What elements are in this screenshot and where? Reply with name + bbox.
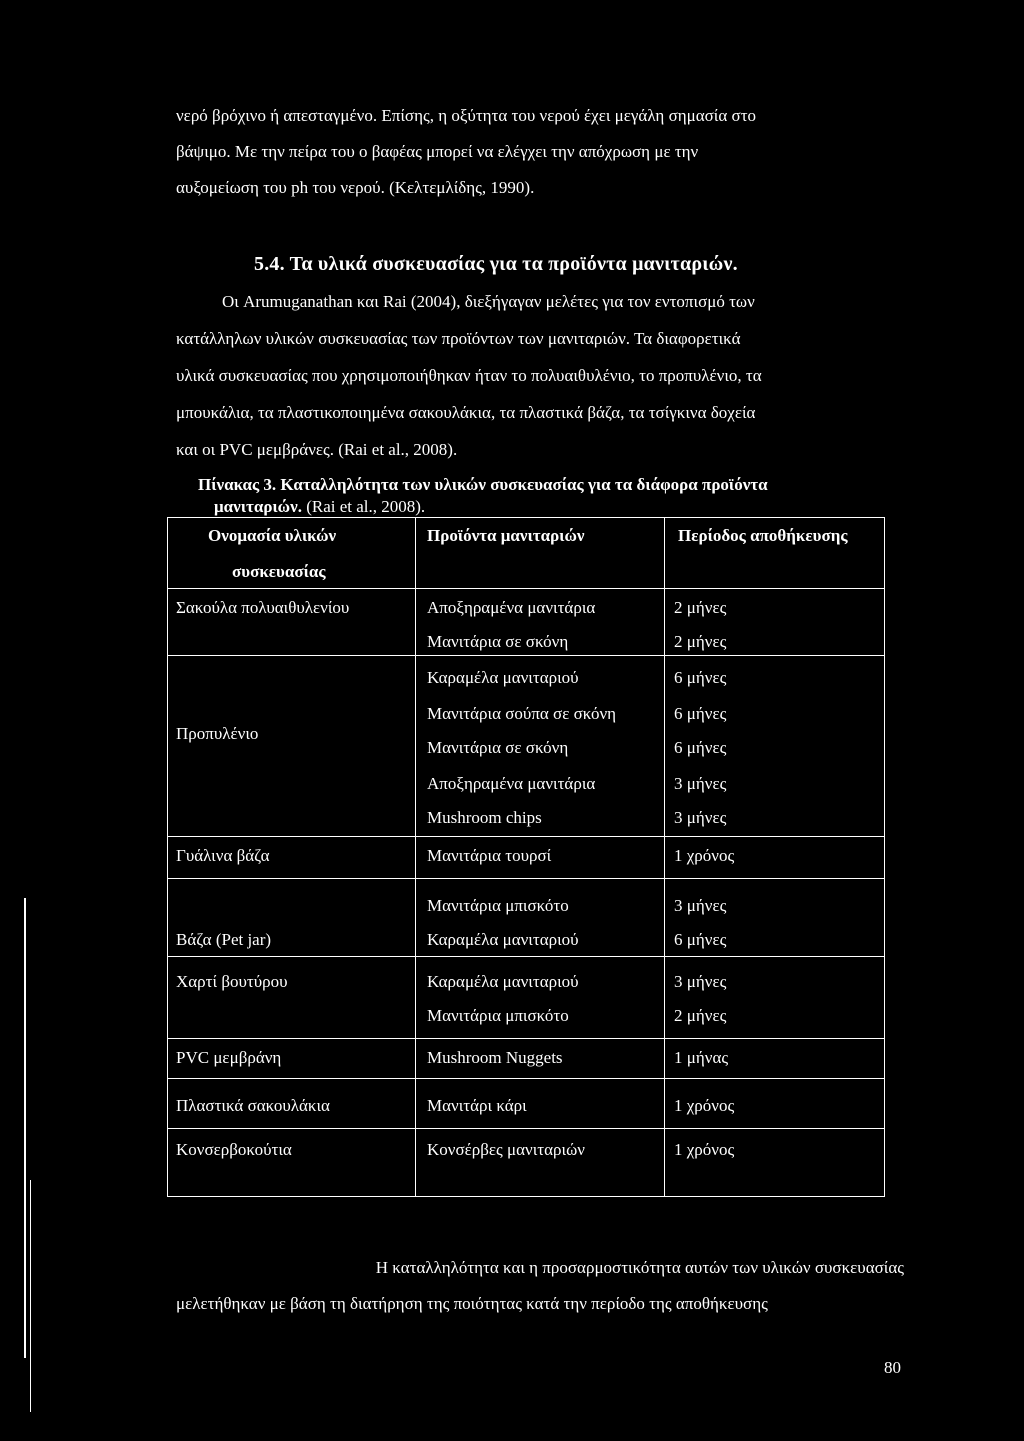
header-period: Περίοδος αποθήκευσης — [678, 526, 848, 545]
row-divider — [168, 956, 884, 957]
period-cell: 3 μήνες — [674, 896, 727, 915]
row-divider — [168, 1128, 884, 1129]
material-cell: Χαρτί βουτύρου — [176, 972, 288, 991]
period-cell: 1 χρόνος — [674, 1096, 735, 1115]
table-caption — [198, 474, 898, 518]
caption-line-2 — [198, 496, 898, 518]
product-cell: Μανιτάρια σε σκόνη — [427, 632, 569, 651]
period-cell: 3 μήνες — [674, 774, 727, 793]
section-heading: 5.4. Τα υλικά συσκευασίας για τα προϊόντα μανιταριών. — [254, 253, 738, 275]
product-cell: Μανιτάρι κάρι — [427, 1096, 527, 1115]
period-cell: 6 μήνες — [674, 704, 727, 723]
product-cell: Καραμέλα μανιταριού — [427, 930, 579, 949]
period-cell: 3 μήνες — [674, 972, 727, 991]
header-product: Προϊόντα μανιταριών — [427, 526, 585, 545]
product-cell: Μανιτάρια μπισκότο — [427, 896, 569, 915]
body-line: και οι PVC μεμβράνες. (Rai et al., 2008). — [176, 440, 458, 459]
product-cell: Αποξηραμένα μανιτάρια — [427, 598, 596, 617]
intro-paragraph — [176, 98, 902, 206]
product-cell: Μανιτάρια σε σκόνη — [427, 738, 569, 757]
intro-line: αυξομείωση του ph του νερού. (Κελτεμλίδης, 1990). — [176, 178, 535, 197]
intro-line: βάψιμο. Με την πείρα του ο βαφέας μπορεί να ελέγχει την απόχρωση με την — [176, 142, 699, 161]
product-cell: Καραμέλα μανιταριού — [427, 668, 579, 687]
period-cell: 6 μήνες — [674, 930, 727, 949]
row-divider — [168, 878, 884, 879]
caption-line-1: Πίνακας 3. Καταλληλότητα των υλικών συσκευασίας για τα διάφορα προϊόντα — [198, 475, 768, 494]
closing-line: Η καταλληλότητα και η προσαρμοστικότητα αυτών των υλικών συσκευασίας — [375, 1258, 904, 1277]
material-cell: Βάζα (Pet jar) — [176, 930, 272, 949]
product-cell: Mushroom chips — [427, 808, 542, 827]
row-divider — [168, 588, 884, 589]
packaging-table — [167, 517, 885, 1197]
column-divider — [415, 518, 416, 1196]
column-divider — [664, 518, 665, 1196]
body-line: υλικά συσκευασίας που χρησιμοποιήθηκαν ήταν το πολυαιθυλένιο, το προπυλένιο, τα — [176, 366, 762, 385]
product-cell: Μανιτάρια σούπα σε σκόνη — [427, 704, 617, 723]
page-number: 80 — [884, 1358, 901, 1377]
product-cell: Αποξηραμένα μανιτάρια — [427, 774, 596, 793]
material-cell: Σακούλα πολυαιθυλενίου — [176, 598, 350, 617]
product-cell: Κονσέρβες μανιταριών — [427, 1140, 585, 1159]
body-paragraph — [176, 283, 902, 468]
material-cell: Προπυλένιο — [176, 724, 259, 743]
closing-line: μελετήθηκαν με βάση τη διατήρηση της ποιότητας κατά την περίοδο της αποθήκευσης — [176, 1294, 768, 1313]
row-divider — [168, 836, 884, 837]
scan-edge-line — [30, 1180, 31, 1412]
scan-edge-line — [24, 898, 26, 1358]
row-divider — [168, 1078, 884, 1079]
product-cell: Mushroom Nuggets — [427, 1048, 563, 1067]
period-cell: 6 μήνες — [674, 668, 727, 687]
material-cell: Κονσερβοκούτια — [176, 1140, 292, 1159]
period-cell: 1 χρόνος — [674, 846, 735, 865]
period-cell: 2 μήνες — [674, 632, 727, 651]
material-cell: Γυάλινα βάζα — [176, 846, 270, 865]
row-divider — [168, 1038, 884, 1039]
period-cell: 6 μήνες — [674, 738, 727, 757]
period-cell: 2 μήνες — [674, 598, 727, 617]
period-cell: 2 μήνες — [674, 1006, 727, 1025]
row-divider — [168, 655, 884, 656]
header-material: Ονομασία υλικών — [208, 526, 337, 545]
caption-citation: (Rai et al., 2008). — [301, 497, 426, 516]
product-cell: Μανιτάρια μπισκότο — [427, 1006, 569, 1025]
header-material-cont: συσκευασίας — [232, 562, 326, 581]
material-cell: Πλαστικά σακουλάκια — [176, 1096, 330, 1115]
intro-line: νερό βρόχινο ή απεσταγμένο. Επίσης, η οξύτητα του νερού έχει μεγάλη σημασία στο — [176, 106, 757, 125]
period-cell: 3 μήνες — [674, 808, 727, 827]
body-line: μπουκάλια, τα πλαστικοποιημένα σακουλάκια, τα πλαστικά βάζα, τα τσίγκινα δοχεία — [176, 403, 756, 422]
material-cell: PVC μεμβράνη — [176, 1048, 282, 1067]
body-line: Οι Arumuganathan και Rai (2004), διεξήγαγαν μελέτες για τον εντοπισμό των — [222, 292, 755, 311]
body-line: κατάλληλων υλικών συσκευασίας των προϊόντων των μανιταριών. Τα διαφορετικά — [176, 329, 741, 348]
product-cell: Καραμέλα μανιταριού — [427, 972, 579, 991]
period-cell: 1 μήνας — [674, 1048, 729, 1067]
period-cell: 1 χρόνος — [674, 1140, 735, 1159]
product-cell: Μανιτάρια τουρσί — [427, 846, 552, 865]
caption-title-end: μανιταριών. — [214, 497, 302, 516]
